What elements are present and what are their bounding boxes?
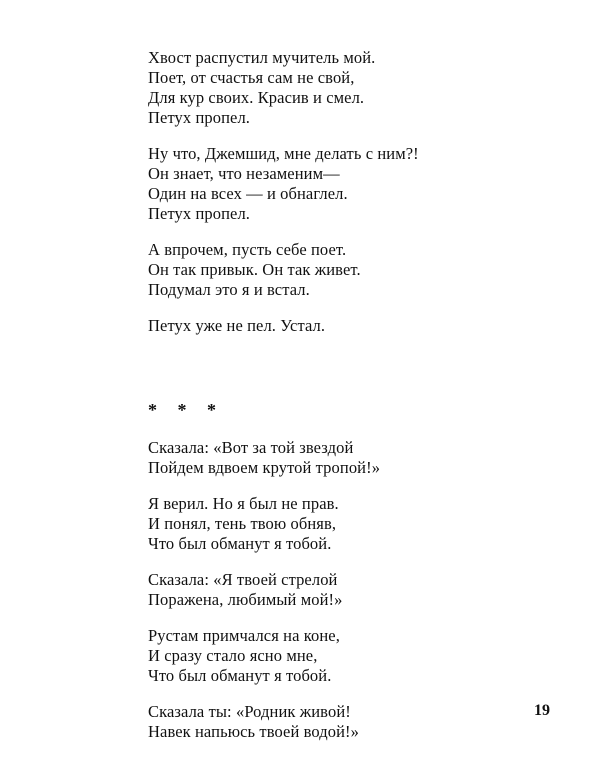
verse-line: Петух пропел. (148, 108, 250, 127)
poem-rooster (148, 48, 568, 352)
stanza (148, 494, 568, 554)
verse-line: Я верил. Но я был не прав. (148, 494, 339, 513)
verse-line: Сказала: «Я твоей стрелой (148, 570, 338, 589)
verse-line: И понял, тень твою обняв, (148, 514, 337, 533)
verse-line: Поражена, любимый мой!» (148, 590, 343, 609)
verse-line: Петух пропел. (148, 204, 250, 223)
verse-line: А впрочем, пусть себе поет. (148, 240, 347, 259)
verse-line: Сказала: «Вот за той звездой (148, 438, 354, 457)
verse-line: Он знает, что незаменим— (148, 164, 340, 183)
verse-line: Поет, от счастья сам не свой, (148, 68, 355, 87)
verse-line: Навек напьюсь твоей водой!» (148, 722, 359, 741)
verse-line: Хвост распустил мучитель мой. (148, 48, 376, 67)
stanza (148, 240, 568, 300)
verse-line: Ну что, Джемшид, мне делать с ним?! (148, 144, 419, 163)
verse-line: Подумал это я и встал. (148, 280, 310, 299)
stanza (148, 702, 568, 742)
stanza (148, 144, 568, 224)
verse-line: Он так привык. Он так живет. (148, 260, 361, 279)
verse-line: Сказала ты: «Родник живой! (148, 702, 351, 721)
poem-said (148, 400, 568, 758)
page-number: 19 (534, 702, 550, 719)
stanza (148, 438, 568, 478)
poem-separator: * * * (148, 400, 224, 420)
verse-line: Рустам примчался на коне, (148, 626, 340, 645)
stanza (148, 48, 568, 128)
verse-line: И сразу стало ясно мне, (148, 646, 318, 665)
verse-line: Один на всех — и обнаглел. (148, 184, 348, 203)
stanza (148, 570, 568, 610)
verse-line: Пойдем вдвоем крутой тропой!» (148, 458, 381, 477)
stanza (148, 316, 568, 336)
verse-line: Что был обманут я тобой. (148, 534, 332, 553)
verse-line: Что был обманут я тобой. (148, 666, 332, 685)
verse-line: Петух уже не пел. Устал. (148, 316, 326, 335)
verse-line: Для кур своих. Красив и смел. (148, 88, 365, 107)
stanza (148, 626, 568, 686)
